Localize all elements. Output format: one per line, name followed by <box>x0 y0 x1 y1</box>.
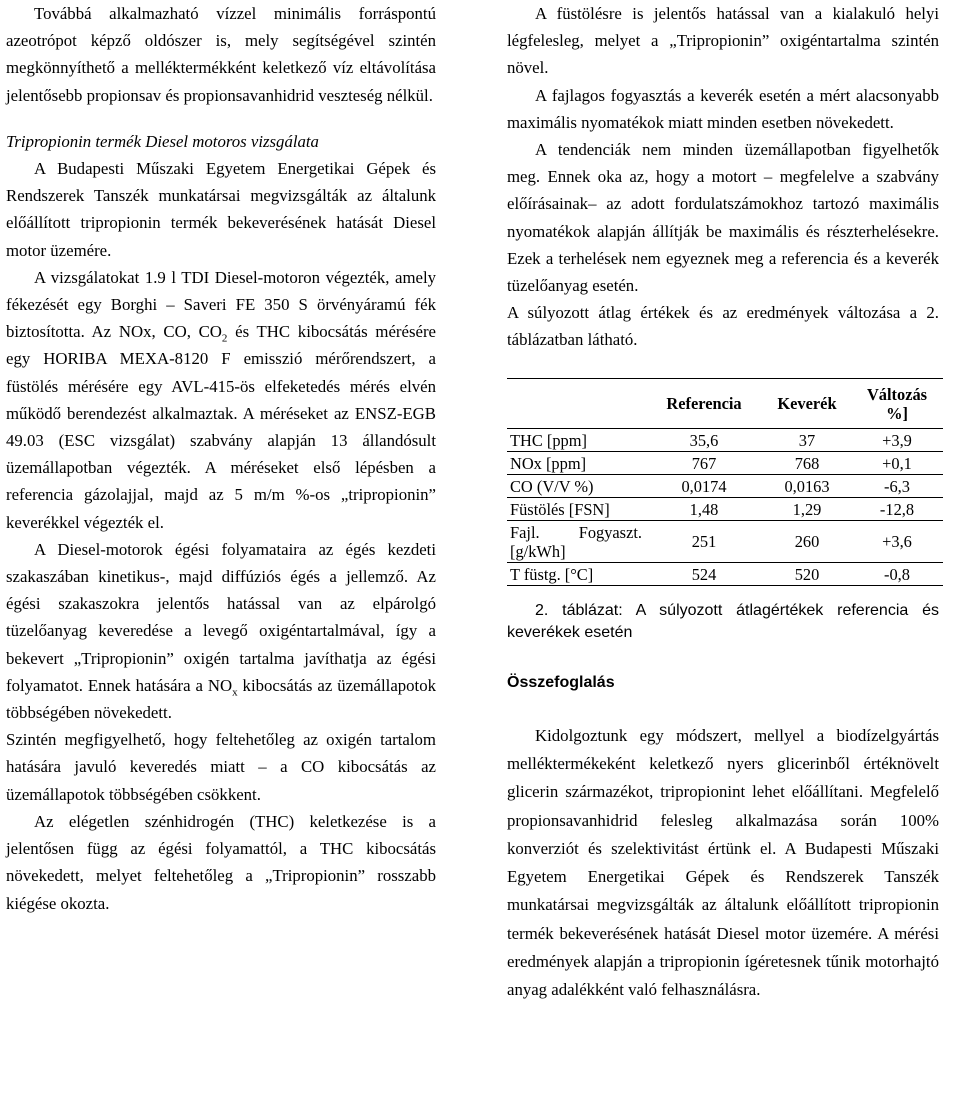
right-column <box>507 0 939 1005</box>
left-column <box>6 0 436 917</box>
row-mixture-value: 768 <box>763 451 851 474</box>
table-caption: 2. táblázat: A súlyozott átlagértékek referencia és keverékek esetén <box>507 601 939 641</box>
table-row <box>507 474 943 497</box>
row-change-value: -0,8 <box>851 562 943 585</box>
table-header-reference: Referencia <box>645 378 763 428</box>
paragraph-summary: Kidolgoztunk egy módszert, mellyel a biodízelgyártás melléktermékeként keletkező nyers glicerinből értéknövelt glicerin származékot, tripropionint lehet előállítani. Megfelelő propionsavanhidrid felesleg alkalmazása során 100% konverziót és szelektivitást értünk el. A Budapesti Műszaki Egyetem Energetikai Gépek és Rendszerek Tanszék munkatársai megvizsgálták az általunk előállított tripropionin termék bekeverésének hatását Diesel motor üzemére. A mérési eredmények alapján a tripropionin ígéretesnek tűnik motorhajtó anyag adalékként való felhasználásra. <box>507 725 939 1000</box>
combustion-text-a: A Diesel-motorok égési folyamataira az égés kezdeti szakaszában kinetikus-, majd diffúziós égés a jellemző. Az égési szakaszokra jelentős hatással van az elpárolgó tüzelőanyag keveredése a levegő oxigéntartalmával, így a bekevert „Tripropionin” oxigén tartalma javíthatja az égési folyamatot. Ennek hatására a NO <box>6 539 436 695</box>
paragraph-fuel-consumption: A fajlagos fogyasztás a keverék esetén a mért alacsonyabb maximális nyomatékok miatt minden esetben növekedett. <box>507 85 939 132</box>
co2-subscript: 2 <box>221 332 228 345</box>
row-mixture-value: 260 <box>763 520 851 562</box>
table-header-change: Változás %] <box>851 378 943 428</box>
table-row <box>507 428 943 451</box>
row-change-value: +3,9 <box>851 428 943 451</box>
section-title-summary: Összefoglalás <box>507 673 615 691</box>
table-row <box>507 451 943 474</box>
row-change-value: +3,6 <box>851 520 943 562</box>
results-table <box>507 378 943 586</box>
test-setup-text-a: A vizsgálatokat 1.9 l TDI Diesel-motoron végezték, amely fékezését egy Borghi – Saveri FE 350 S örvényáramú fék biztosította. Az NOx, CO, CO <box>6 267 436 342</box>
table-row <box>507 520 943 562</box>
row-reference-value: 1,48 <box>645 497 763 520</box>
paragraph-table-ref: A súlyozott átlag értékek és az eredmények változása a 2. táblázatban látható. <box>507 303 939 350</box>
table-header-blank <box>507 378 645 428</box>
row-mixture-value: 520 <box>763 562 851 585</box>
paragraph-test-setup <box>6 264 436 536</box>
paragraph-tendencies: A tendenciák nem minden üzemállapotban figyelhetők meg. Ennek oka az, hogy a motort – megfelelve a szabvány előírásainak– az adott fordulatszámokhoz tartozó maximális nyomatékok alapján állítják be maximális és részterhelésekre. Ezek a terhelések nem egyeznek meg a referencia és a keverék tüzelőanyag esetén. <box>507 140 939 296</box>
row-reference-value: 35,6 <box>645 428 763 451</box>
row-mixture-value: 1,29 <box>763 497 851 520</box>
row-label: CO (V/V %) <box>507 474 645 497</box>
row-change-value: -12,8 <box>851 497 943 520</box>
row-label: THC [ppm] <box>507 428 645 451</box>
subheading-diesel-test: Tripropionin termék Diesel motoros vizsgálata <box>6 131 319 151</box>
row-label: T füstg. [°C] <box>507 562 645 585</box>
combustion-text-b: kibocsátás az üzemállapotok többségében növekedett. <box>6 675 436 723</box>
paragraph-azeotrope: Továbbá alkalmazható vízzel minimális forráspontú azeotrópot képző oldószer is, mely segítségével szintén megkönnyíthető a melléktermékként keletkező víz eltávolítása jelentősebb propionsav és propionsavanhidrid veszteség nélkül. <box>6 4 436 105</box>
row-reference-value: 524 <box>645 562 763 585</box>
row-change-value: +0,1 <box>851 451 943 474</box>
row-mixture-value: 37 <box>763 428 851 451</box>
table-header-mixture: Keverék <box>763 378 851 428</box>
row-mixture-value: 0,0163 <box>763 474 851 497</box>
row-reference-value: 0,0174 <box>645 474 763 497</box>
paragraph-co-emission: Szintén megfigyelhető, hogy feltehetőleg az oxigén tartalom hatására javuló keveredés miatt – a CO kibocsátás az üzemállapotok többségében csökkent. <box>6 730 436 804</box>
nox-subscript: x <box>232 686 238 699</box>
paragraph-thc: Az elégetlen szénhidrogén (THC) keletkezése is a jelentősen függ az égési folyamattól, a THC kibocsátás növekedett, melyet feltehetőleg a „Tripropionin” rosszabb kiégése okozta. <box>6 811 436 913</box>
row-change-value: -6,3 <box>851 474 943 497</box>
table-row <box>507 497 943 520</box>
row-reference-value: 767 <box>645 451 763 474</box>
paragraph-smoke: A füstölésre is jelentős hatással van a kialakuló helyi légfelesleg, melyet a „Tripropionin” oxigéntartalma szintén növel. <box>507 4 939 78</box>
row-label: Füstölés [FSN] <box>507 497 645 520</box>
table-header-row <box>507 378 943 428</box>
table-row <box>507 562 943 585</box>
row-reference-value: 251 <box>645 520 763 562</box>
row-label: Fajl. Fogyaszt. [g/kWh] <box>507 520 645 562</box>
test-setup-text-b: és THC kibocsátás mérésére egy HORIBA MEXA-8120 F emisszió mérőrendszert, a füstölés mérésére egy AVL-415-ös elfeketedés mérés elvén működő berendezést alkalmaztak. A méréseket az ENSZ-EGB 49.03 (ESC vizsgálat) szabvány alapján 13 állandósult üzemállapotban végezték. A méréseket első lépésben a referencia gázolajjal, majd az 5 m/m %-os „tripropionin” keverékkel végezték el. <box>6 322 436 532</box>
row-label: NOx [ppm] <box>507 451 645 474</box>
paragraph-combustion <box>6 536 436 726</box>
paragraph-bme-study: A Budapesti Műszaki Egyetem Energetikai Gépek és Rendszerek Tanszék munkatársai megvizsgálták az általunk előállított tripropionin termék bekeverésének hatását Diesel motor üzemére. <box>6 159 436 260</box>
